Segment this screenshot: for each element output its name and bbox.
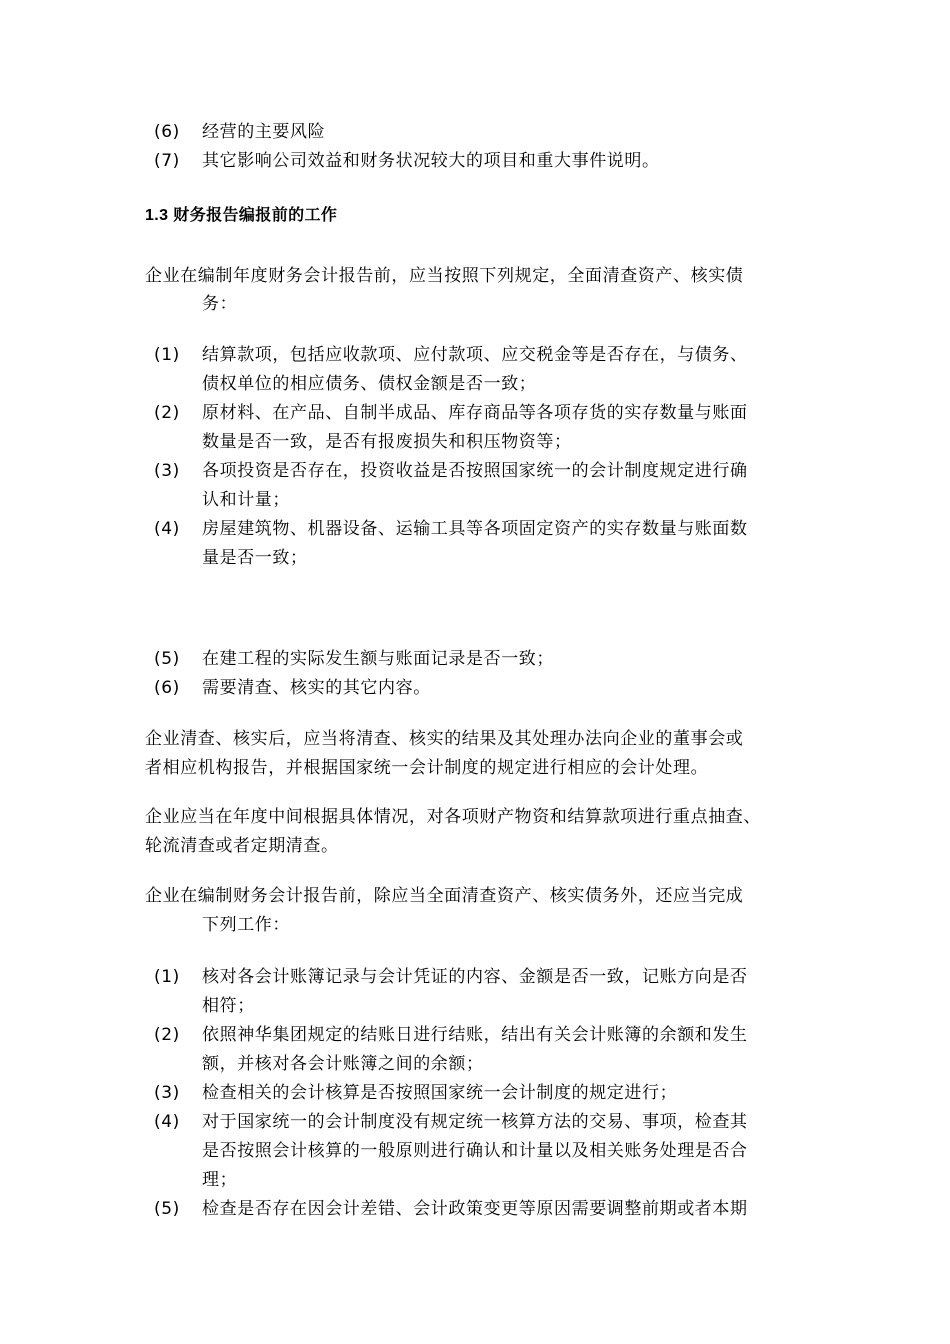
section-heading: 1.3 财务报告编报前的工作	[145, 207, 338, 224]
list-item-text: 债权单位的相应债务、债权金额是否一致；	[202, 374, 537, 394]
paragraph-line: 轮流清查或者定期清查。	[145, 836, 339, 856]
list-number: (7)	[154, 151, 180, 171]
list-item-text: 量是否一致；	[202, 548, 308, 568]
list-item-text: 结算款项，包括应收款项、应付款项、应交税金等是否存在，与债务、	[202, 345, 748, 365]
list-number: (5)	[154, 1199, 180, 1219]
list-number: (3)	[154, 461, 180, 481]
list-item-text: 检查是否存在因会计差错、会计政策变更等原因需要调整前期或者本期	[202, 1199, 748, 1219]
list-item-text: 各项投资是否存在，投资收益是否按照国家统一的会计制度规定进行确	[202, 461, 748, 481]
list-item-text: 经营的主要风险	[202, 122, 326, 142]
list-item-text: 是否按照会计核算的一般原则进行确认和计量以及相关账务处理是否合	[202, 1141, 748, 1161]
list-item-text: 原材料、在产品、自制半成品、库存商品等各项存货的实存数量与账面	[202, 403, 748, 423]
paragraph-line: 企业在编制年度财务会计报告前，应当按照下列规定，全面清查资产、核实债	[145, 266, 744, 286]
list-item-text: 额，并核对各会计账簿之间的余额；	[202, 1054, 484, 1074]
paragraph-line: 务：	[202, 294, 238, 314]
list-item-text: 房屋建筑物、机器设备、运输工具等各项固定资产的实存数量与账面数	[202, 519, 748, 539]
list-number: (5)	[154, 649, 180, 669]
list-item-text: 数量是否一致，是否有报废损失和积压物资等；	[202, 432, 572, 452]
list-number: (4)	[154, 1112, 180, 1132]
paragraph-line: 企业应当在年度中间根据具体情况，对各项财产物资和结算款项进行重点抽查、	[145, 807, 761, 827]
list-number: (1)	[154, 345, 180, 365]
list-item-text: 其它影响公司效益和财务状况较大的项目和重大事件说明。	[202, 151, 660, 171]
list-item-text: 理；	[202, 1170, 238, 1190]
list-item-text: 核对各会计账簿记录与会计凭证的内容、金额是否一致，记账方向是否	[202, 967, 748, 987]
list-number: (1)	[154, 967, 180, 987]
list-item-text: 依照神华集团规定的结账日进行结账，结出有关会计账簿的余额和发生	[202, 1025, 748, 1045]
paragraph-line: 者相应机构报告，并根据国家统一会计制度的规定进行相应的会计处理。	[145, 758, 709, 778]
list-item-text: 认和计量；	[202, 490, 290, 510]
list-item-text: 检查相关的会计核算是否按照国家统一会计制度的规定进行；	[202, 1083, 678, 1103]
paragraph-line: 企业在编制财务会计报告前，除应当全面清查资产、核实债务外，还应当完成	[145, 886, 744, 906]
list-number: (3)	[154, 1083, 180, 1103]
list-number: (6)	[154, 678, 180, 698]
list-number: (2)	[154, 403, 180, 423]
paragraph-line: 企业清查、核实后，应当将清查、核实的结果及其处理办法向企业的董事会或	[145, 729, 744, 749]
list-item-text: 在建工程的实际发生额与账面记录是否一致；	[202, 649, 554, 669]
list-item-text: 需要清查、核实的其它内容。	[202, 678, 431, 698]
list-item-text: 相符；	[202, 996, 255, 1016]
paragraph-line: 下列工作：	[202, 915, 290, 935]
list-number: (2)	[154, 1025, 180, 1045]
list-item-text: 对于国家统一的会计制度没有规定统一核算方法的交易、事项，检查其	[202, 1112, 748, 1132]
list-number: (6)	[154, 122, 180, 142]
list-number: (4)	[154, 519, 180, 539]
